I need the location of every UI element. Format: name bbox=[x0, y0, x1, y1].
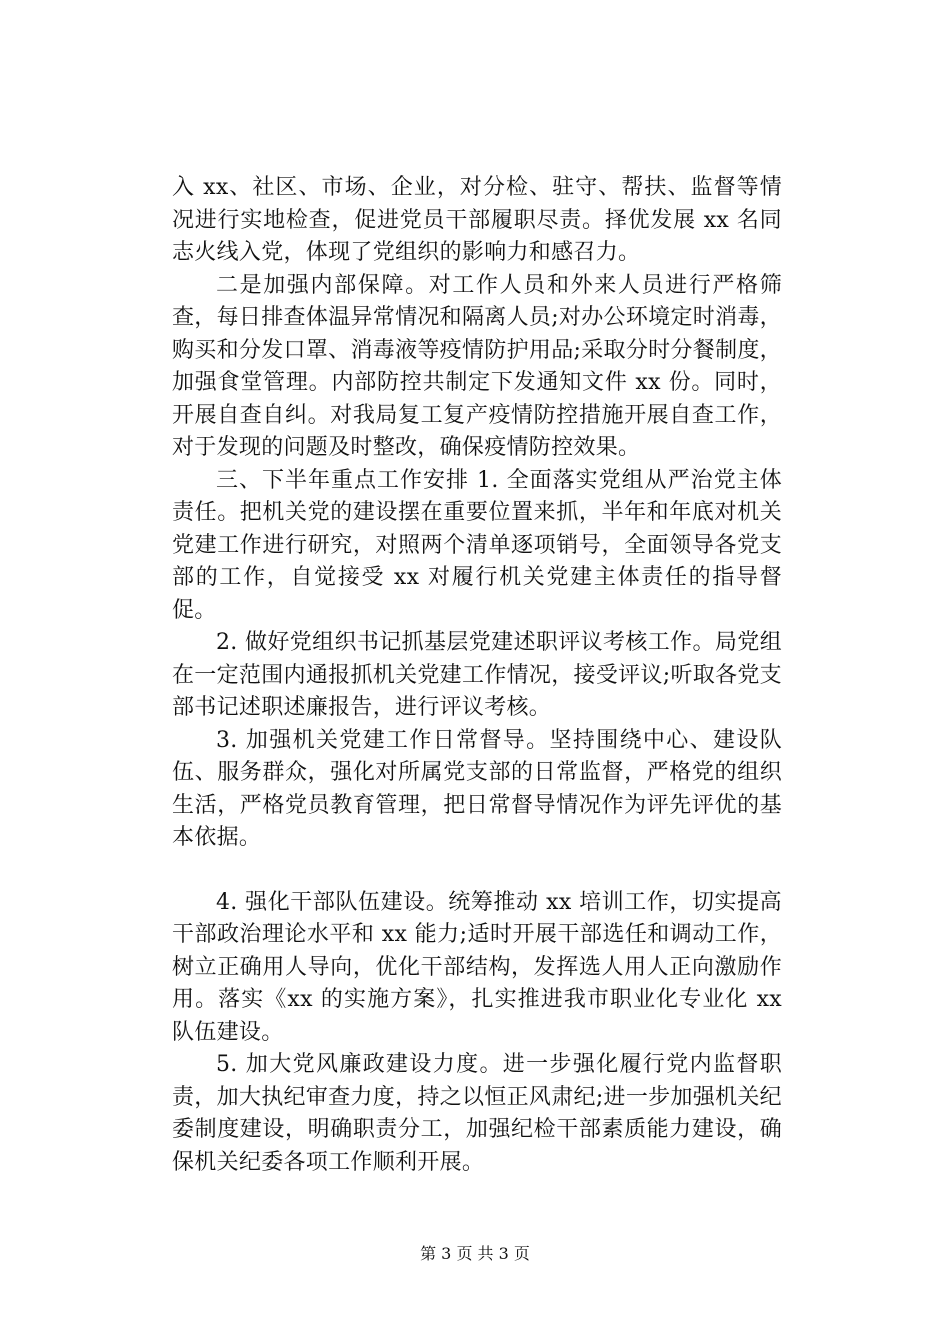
document-body bbox=[172, 172, 782, 1179]
paragraph-5: 3. 加强机关党建工作日常督导。坚持围绕中心、建设队伍、服务群众，强化对所属党支部的日常监督，严格党的组织生活，严格党员教育管理，把日常督导情况作为评先评优的基本依据。 bbox=[172, 727, 782, 850]
paragraph-1: 入 xx、社区、市场、企业，对分检、驻守、帮扶、监督等情况进行实地检查，促进党员干部履职尽责。择优发展 xx 名同志火线入党，体现了党组织的影响力和感召力。 bbox=[172, 175, 782, 265]
paragraph-6: 4. 强化干部队伍建设。统筹推动 xx 培训工作，切实提高干部政治理论水平和 xx 能力;适时开展干部选任和调动工作，树立正确用人导向，优化干部结构，发挥选人用人正向激励作用。落实《xx 的实施方案》，扎实推进我市职业化专业化 xx 队伍建设。 bbox=[172, 889, 782, 1045]
paragraph-7: 5. 加大党风廉政建设力度。进一步强化履行党内监督职责，加大执纪审查力度，持之以恒正风肃纪;进一步加强机关纪委制度建设，明确职责分工，加强纪检干部素质能力建设，确保机关纪委各项工作顺利开展。 bbox=[172, 1052, 782, 1175]
paragraph-2: 二是加强内部保障。对工作人员和外来人员进行严格筛查，每日排查体温异常情况和隔离人员;对办公环境定时消毒，购买和分发口罩、消毒液等疫情防护用品;采取分时分餐制度，加强食堂管理。内部防控共制定下发通知文件 xx 份。同时，开展自查自纠。对我局复工复产疫情防控措施开展自查工作，对于发现的问题及时整改，确保疫情防控效果。 bbox=[172, 272, 782, 460]
paragraph-3: 三、下半年重点工作安排 1. 全面落实党组从严治党主体责任。把机关党的建设摆在重要位置来抓，半年和年底对机关党建工作进行研究，对照两个清单逐项销号，全面领导各党支部的工作，自觉接受 xx 对履行机关党建主体责任的指导督促。 bbox=[172, 467, 782, 623]
page-footer: 第 3 页 共 3 页 bbox=[420, 1244, 530, 1263]
paragraph-4: 2. 做好党组织书记抓基层党建述职评议考核工作。局党组在一定范围内通报抓机关党建工作情况，接受评议;听取各党支部书记述职述廉报告，进行评议考核。 bbox=[172, 630, 782, 720]
